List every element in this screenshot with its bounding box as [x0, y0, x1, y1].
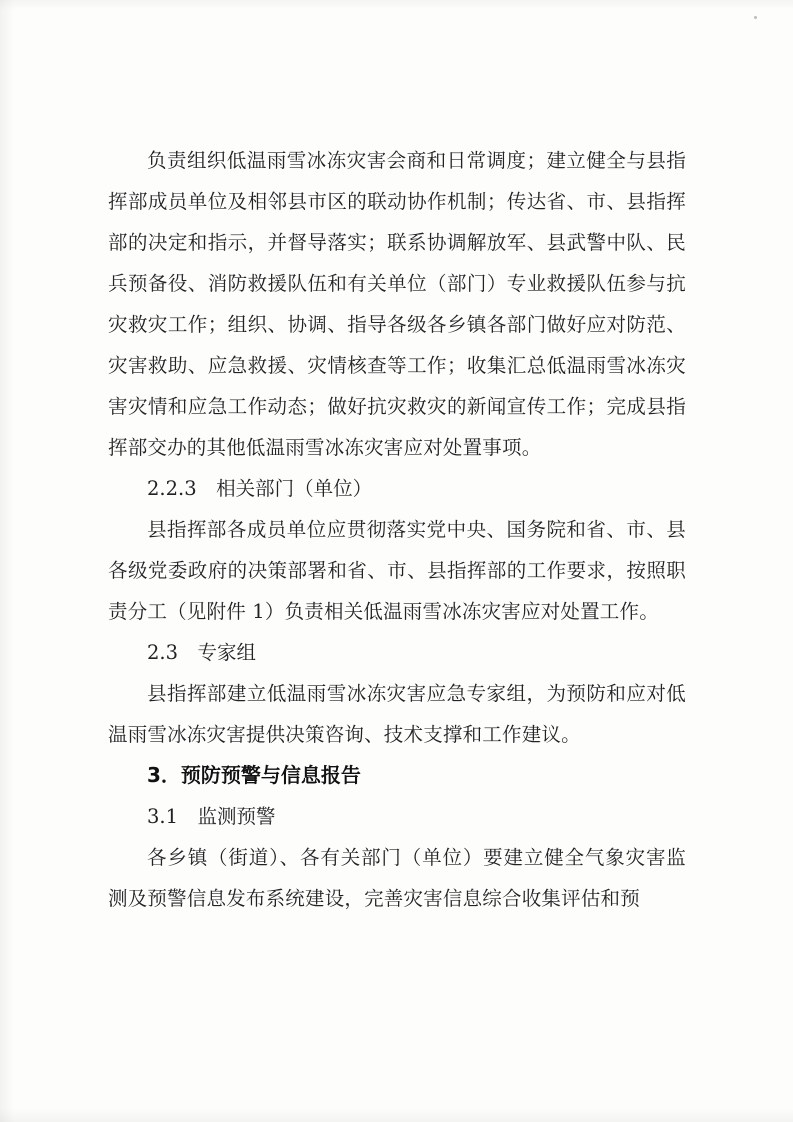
paragraph-monitoring-systems: 各乡镇（街道）、各有关部门（单位）要建立健全气象灾害监测及预警信息发布系统建设，完善灾害信息综合收集评估和预 [108, 846, 686, 910]
heading-3-1-monitoring-warning: 3.1 监测预警 [147, 805, 276, 828]
page-edge-shadow-bottom [0, 1108, 793, 1122]
page-edge-shadow-top [0, 0, 793, 10]
page-corner-mark [754, 16, 757, 19]
page-edge-shadow-left [0, 0, 14, 1122]
paragraph-responsibilities: 负责组织低温雨雪冰冻灾害会商和日常调度；建立健全与县指挥部成员单位及相邻县市区的联动协作机制；传达省、市、县指挥部的决定和指示，并督导落实；联系协调解放军、县武警中队、民兵预备役、消防救援队伍和有关单位（部门）专业救援队伍参与抗灾救灾工作；组织、协调、指导各级各乡镇各部门做好应对防范、灾害救助、应急救援、灾情核查等工作；收集汇总低温雨雪冰冻灾害灾情和应急工作动态；做好抗灾救灾的新闻宣传工作；完成县指挥部交办的其他低温雨雪冰冻灾害应对处置事项。 [108, 149, 686, 459]
heading-2-3-expert-group: 2.3 专家组 [147, 641, 257, 664]
paragraph-expert-group: 县指挥部建立低温雨雪冰冻灾害应急专家组，为预防和应对低温雨雪冰冻灾害提供决策咨询、技术支撑和工作建议。 [108, 682, 686, 746]
heading-2-2-3-related-departments: 2.2.3 相关部门（单位） [147, 477, 373, 500]
document-body [108, 140, 686, 919]
heading-3-prevention-warning-reporting: 3．预防预警与信息报告 [147, 763, 361, 787]
paragraph-member-units: 县指挥部各成员单位应贯彻落实党中央、国务院和省、市、县各级党委政府的决策部署和省、市、县指挥部的工作要求，按照职责分工（见附件 1）负责相关低温雨雪冰冻灾害应对处置工作。 [108, 518, 686, 623]
